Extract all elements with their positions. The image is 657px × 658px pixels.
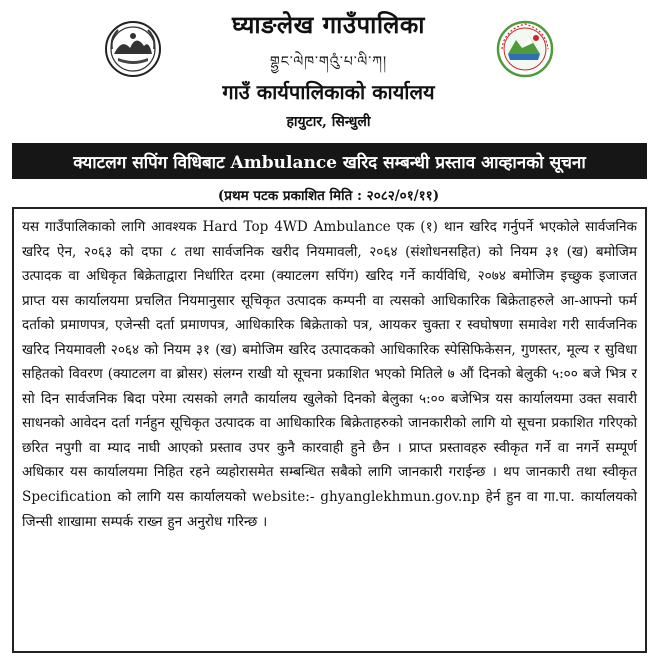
office-name: घ्याङलेख गाउँपालिका [231, 10, 425, 39]
office-subtitle: गाउँ कार्यपालिकाको कार्यालय [222, 80, 435, 104]
office-address: हायुटार, सिन्धुली [286, 114, 371, 130]
notice-title: क्याटलग सपिंग विधिबाट Ambulance खरिद सम्बन्धी प्रस्ताव आव्हानको सूचना [73, 152, 586, 173]
notice-body-box [12, 207, 647, 653]
notice-title-banner [12, 143, 647, 179]
notice-body: यस गाउँपालिकाको लागि आवश्यक Hard Top 4WD Ambulance एक (१) थान खरिद गर्नुपर्ने भएकोले सार्वजनिक खरिद ऐन, २०६३ को दफा ८ तथा सार्वजनिक खरीद नियमावली, २०६४ (संशोधनसहित) को नियम ३१ (ख) बमोजिम उत्पादक वा अधिकृत बिक्रेताद्वारा निर्धारित दरमा (क्याटलग सपिंग) खरिद गर्ने कार्यविधि, २०७४ बमोजिम इच्छुक इजाजत प्राप्त यस कार्यालयमा प्रचलित नियमानुसार सूचिकृत उत्पादक कम्पनी वा त्यसको आधिकारिक बिक्रेताहरुले आ-आफ्नो फर्म दर्ताको प्रमाणपत्र, एजेन्सी दर्ता प्रमाणपत्र, आधिकारिक बिक्रेताको पत्र, आयकर चुक्ता र स्वघोषणा समावेश गरी सार्वजनिक खरिद नियमावली २०६४ को नियम ३१ (ख) बमोजिम खरिद उत्पादकको आधिकारिक स्पेसिफिकेसन, गुणस्तर, मूल्य र सुविधा सहितको विवरण (क्याटलग वा ब्रोसर) संलग्न राखी यो सूचना प्रकाशित भएको मितिले ७ औं दिनको बेलुकी ५:०० बजे भित्र र सो दिन सार्वजनिक बिदा परेमा त्यसको लगतै कार्यालय खुलेको दिनको बेलुका ५:०० बजेभित्र यस कार्यालयमा उक्त सवारी साधनको आवेदन दर्ता गर्नहुन सूचिकृत उत्पादक वा आधिकारिक बिक्रेताहरुको जानकारीको लागि यो सूचना प्रकाशित गरिएको छरित नपुगी वा म्याद नाघी आएको प्रस्ताव उपर कुनै कारवाही हुने छैन । प्राप्त प्रस्तावहरु स्वीकृत गर्ने वा नगर्ने सम्पूर्ण अधिकार यस कार्यालयमा निहित रहने व्यहोरासमेत सम्बन्धित सबैको लागि जानकारी गराईन्छ । थप जानकारी तथा स्वीकृत Specification को लागि यस कार्यालयको website:- ghyanglekhmun.gov.np हेर्न हुन वा गा.पा. कार्यालयको जिन्सी शाखामा सम्पर्क राख्न हुन अनुरोध गरिन्छ । [22, 219, 637, 530]
publication-date: (प्रथम पटक प्रकाशित मिति : २०८२/०१/११) [217, 188, 440, 204]
tibetan-office-name: གྷྱང་ལེཁ་གའུཾ་པ་ལི་ཀ། [269, 54, 388, 70]
